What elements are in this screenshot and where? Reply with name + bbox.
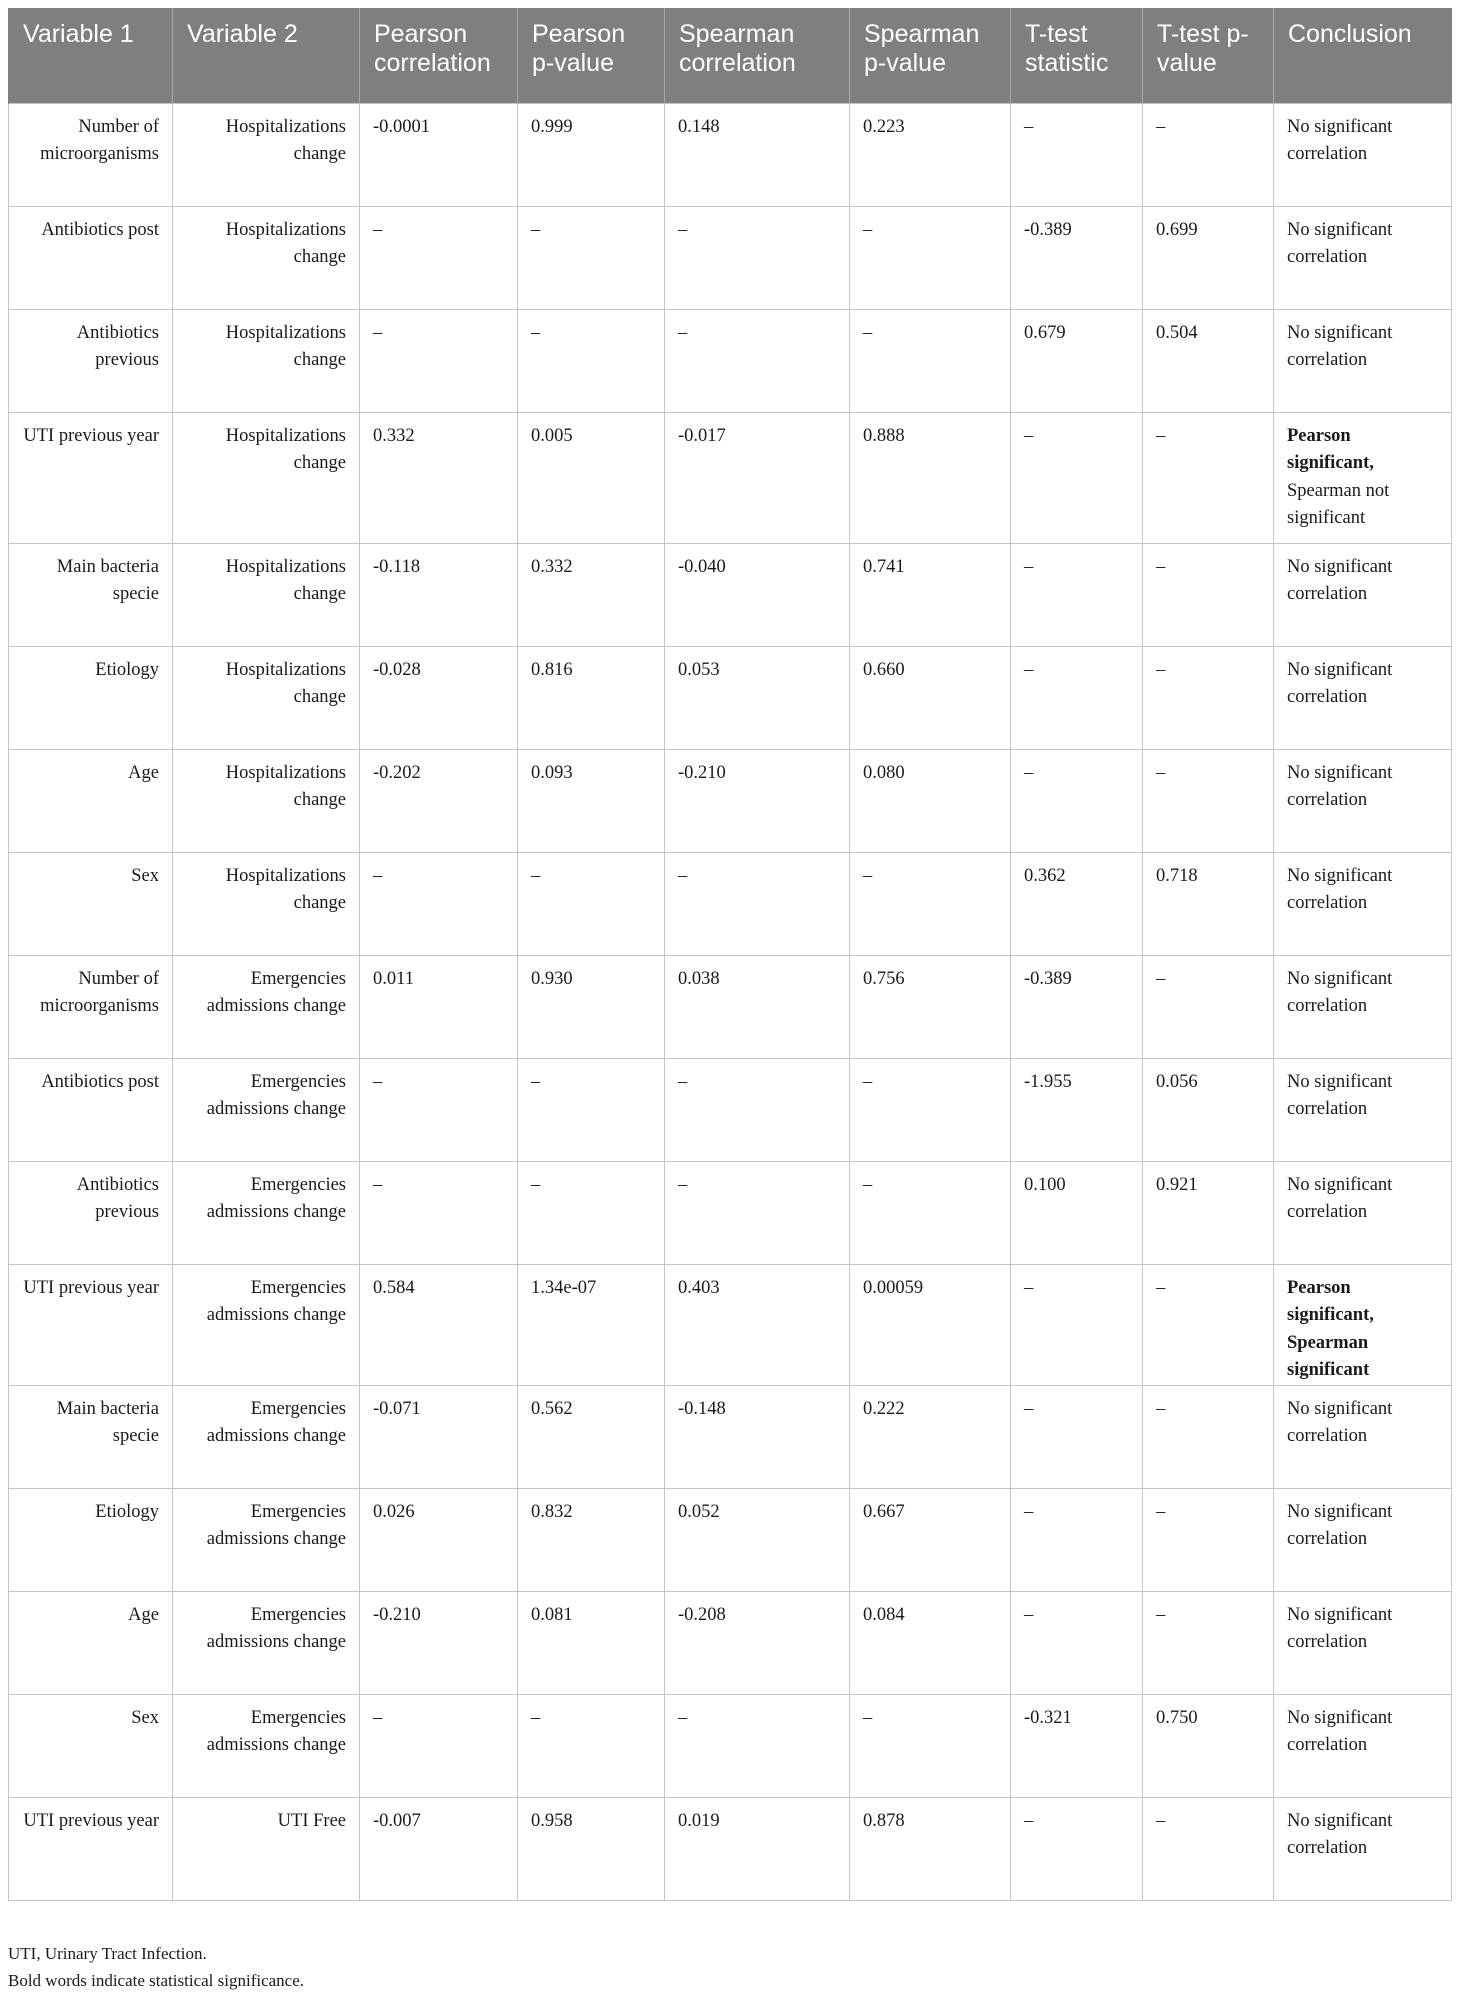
cell-variable-2: Hospitalizations change [173, 646, 360, 749]
cell-t-test-p-value: 0.921 [1143, 1161, 1274, 1264]
cell-spearman-correlation: -0.040 [665, 543, 850, 646]
cell-spearman-correlation: -0.210 [665, 749, 850, 852]
cell-spearman-correlation: 0.148 [665, 103, 850, 206]
cell-conclusion [1274, 1058, 1452, 1161]
cell-t-test-statistic: – [1011, 412, 1143, 543]
cell-t-test-p-value: – [1143, 1797, 1274, 1900]
conclusion-significant-text: Pearson significant, Spearman significant [1287, 1277, 1374, 1380]
conclusion-text: No significant correlation [1287, 556, 1393, 604]
cell-t-test-p-value: – [1143, 543, 1274, 646]
table-row [9, 309, 1452, 412]
cell-pearson-p-value: 0.816 [518, 646, 665, 749]
cell-spearman-correlation: – [665, 206, 850, 309]
table-row [9, 955, 1452, 1058]
conclusion-text: No significant correlation [1287, 1707, 1393, 1755]
conclusion-text: No significant correlation [1287, 1604, 1393, 1652]
cell-variable-2: Hospitalizations change [173, 309, 360, 412]
cell-t-test-statistic: -0.389 [1011, 206, 1143, 309]
cell-pearson-p-value: – [518, 1161, 665, 1264]
cell-spearman-p-value: – [850, 1694, 1011, 1797]
cell-pearson-correlation: -0.118 [360, 543, 518, 646]
table-row [9, 1264, 1452, 1385]
cell-t-test-p-value: 0.504 [1143, 309, 1274, 412]
cell-pearson-p-value: 1.34e-07 [518, 1264, 665, 1385]
cell-t-test-statistic: – [1011, 1385, 1143, 1488]
table-footnotes [8, 1940, 304, 1994]
table-row [9, 1591, 1452, 1694]
cell-spearman-p-value: – [850, 1161, 1011, 1264]
cell-variable-2: Emergencies admissions change [173, 1591, 360, 1694]
conclusion-text: No significant correlation [1287, 1501, 1393, 1549]
cell-t-test-statistic: 0.100 [1011, 1161, 1143, 1264]
cell-variable-2: Emergencies admissions change [173, 1488, 360, 1591]
cell-variable-2: Hospitalizations change [173, 103, 360, 206]
conclusion-text: No significant correlation [1287, 1398, 1393, 1446]
cell-t-test-statistic: -0.321 [1011, 1694, 1143, 1797]
cell-t-test-p-value: – [1143, 1264, 1274, 1385]
cell-pearson-correlation: – [360, 309, 518, 412]
cell-conclusion [1274, 1264, 1452, 1385]
cell-pearson-correlation: – [360, 852, 518, 955]
conclusion-text: No significant correlation [1287, 762, 1393, 810]
cell-spearman-p-value: – [850, 206, 1011, 309]
header-conclusion: Conclusion [1274, 8, 1452, 103]
footnote-abbreviation: UTI, Urinary Tract Infection. [8, 1944, 207, 1963]
cell-variable-2: Hospitalizations change [173, 749, 360, 852]
cell-spearman-p-value: 0.222 [850, 1385, 1011, 1488]
cell-spearman-correlation: – [665, 1161, 850, 1264]
cell-variable-2: Emergencies admissions change [173, 1058, 360, 1161]
cell-pearson-correlation: – [360, 1058, 518, 1161]
cell-spearman-p-value: 0.888 [850, 412, 1011, 543]
cell-pearson-p-value: 0.999 [518, 103, 665, 206]
cell-t-test-p-value: 0.699 [1143, 206, 1274, 309]
cell-pearson-correlation: – [360, 1694, 518, 1797]
cell-variable-2: Hospitalizations change [173, 412, 360, 543]
cell-variable-1: Antibiotics post [9, 1058, 173, 1161]
cell-variable-1: Antibiotics previous [9, 1161, 173, 1264]
cell-spearman-p-value: – [850, 1058, 1011, 1161]
table-row [9, 103, 1452, 206]
cell-t-test-statistic: -1.955 [1011, 1058, 1143, 1161]
cell-spearman-correlation: 0.053 [665, 646, 850, 749]
cell-pearson-p-value: – [518, 852, 665, 955]
table-row [9, 1058, 1452, 1161]
cell-pearson-correlation: -0.202 [360, 749, 518, 852]
cell-conclusion [1274, 543, 1452, 646]
cell-t-test-statistic: – [1011, 1264, 1143, 1385]
cell-t-test-statistic: – [1011, 1591, 1143, 1694]
table-row [9, 543, 1452, 646]
cell-spearman-p-value: 0.756 [850, 955, 1011, 1058]
cell-variable-1: Sex [9, 852, 173, 955]
cell-variable-1: Number of microorganisms [9, 955, 173, 1058]
cell-spearman-p-value: 0.741 [850, 543, 1011, 646]
cell-t-test-statistic: – [1011, 103, 1143, 206]
cell-variable-1: Sex [9, 1694, 173, 1797]
table-row [9, 412, 1452, 543]
cell-spearman-p-value: 0.080 [850, 749, 1011, 852]
cell-pearson-correlation: -0.071 [360, 1385, 518, 1488]
header-spearman-correlation: Spearman correlation [665, 8, 850, 103]
cell-spearman-p-value: 0.660 [850, 646, 1011, 749]
cell-variable-1: UTI previous year [9, 412, 173, 543]
cell-spearman-correlation: 0.052 [665, 1488, 850, 1591]
table-row [9, 1161, 1452, 1264]
cell-t-test-statistic: – [1011, 543, 1143, 646]
cell-spearman-p-value: 0.084 [850, 1591, 1011, 1694]
header-variable-2: Variable 2 [173, 8, 360, 103]
cell-pearson-p-value: – [518, 1694, 665, 1797]
table-row [9, 1694, 1452, 1797]
cell-spearman-correlation: -0.208 [665, 1591, 850, 1694]
cell-pearson-p-value: 0.832 [518, 1488, 665, 1591]
cell-t-test-p-value: 0.056 [1143, 1058, 1274, 1161]
cell-conclusion [1274, 749, 1452, 852]
conclusion-text: No significant correlation [1287, 1071, 1393, 1119]
conclusion-text: No significant correlation [1287, 1174, 1393, 1222]
cell-variable-1: Number of microorganisms [9, 103, 173, 206]
cell-variable-2: Emergencies admissions change [173, 955, 360, 1058]
cell-t-test-statistic: -0.389 [1011, 955, 1143, 1058]
table-row [9, 1488, 1452, 1591]
cell-pearson-correlation: 0.011 [360, 955, 518, 1058]
conclusion-text: No significant correlation [1287, 1810, 1393, 1858]
cell-t-test-p-value: 0.750 [1143, 1694, 1274, 1797]
cell-variable-1: UTI previous year [9, 1797, 173, 1900]
cell-spearman-correlation: 0.038 [665, 955, 850, 1058]
cell-t-test-p-value: – [1143, 1385, 1274, 1488]
cell-t-test-statistic: 0.362 [1011, 852, 1143, 955]
cell-pearson-p-value: 0.930 [518, 955, 665, 1058]
cell-pearson-correlation: -0.0001 [360, 103, 518, 206]
cell-conclusion [1274, 1488, 1452, 1591]
header-pearson-p-value: Pearson p-value [518, 8, 665, 103]
statistics-table [8, 8, 1452, 1901]
cell-pearson-correlation: 0.584 [360, 1264, 518, 1385]
cell-spearman-correlation: 0.019 [665, 1797, 850, 1900]
cell-conclusion [1274, 1591, 1452, 1694]
cell-spearman-correlation: – [665, 1694, 850, 1797]
cell-pearson-p-value: 0.562 [518, 1385, 665, 1488]
cell-t-test-p-value: – [1143, 955, 1274, 1058]
conclusion-text: No significant correlation [1287, 865, 1393, 913]
cell-spearman-correlation: – [665, 852, 850, 955]
cell-variable-2: Emergencies admissions change [173, 1161, 360, 1264]
cell-variable-1: Etiology [9, 646, 173, 749]
header-spearman-p-value: Spearman p-value [850, 8, 1011, 103]
cell-t-test-statistic: – [1011, 1797, 1143, 1900]
header-t-test-statistic: T-test statistic [1011, 8, 1143, 103]
cell-conclusion [1274, 103, 1452, 206]
cell-t-test-p-value: – [1143, 103, 1274, 206]
cell-variable-1: Antibiotics previous [9, 309, 173, 412]
cell-pearson-correlation: -0.028 [360, 646, 518, 749]
cell-spearman-p-value: – [850, 852, 1011, 955]
cell-pearson-p-value: – [518, 309, 665, 412]
cell-t-test-statistic: – [1011, 646, 1143, 749]
cell-variable-1: UTI previous year [9, 1264, 173, 1385]
cell-variable-1: Age [9, 749, 173, 852]
cell-variable-1: Main bacteria specie [9, 543, 173, 646]
cell-t-test-p-value: – [1143, 749, 1274, 852]
cell-conclusion [1274, 1161, 1452, 1264]
footnote-bold-note: Bold words indicate statistical significance. [8, 1971, 305, 1990]
table-row [9, 1797, 1452, 1900]
cell-variable-2: Emergencies admissions change [173, 1694, 360, 1797]
cell-pearson-p-value: – [518, 206, 665, 309]
cell-conclusion [1274, 646, 1452, 749]
conclusion-text: No significant correlation [1287, 968, 1393, 1016]
cell-t-test-p-value: 0.718 [1143, 852, 1274, 955]
cell-spearman-correlation: -0.148 [665, 1385, 850, 1488]
cell-spearman-p-value: – [850, 309, 1011, 412]
cell-conclusion [1274, 1797, 1452, 1900]
cell-variable-2: Hospitalizations change [173, 543, 360, 646]
cell-spearman-p-value: 0.878 [850, 1797, 1011, 1900]
header-variable-1: Variable 1 [9, 8, 173, 103]
cell-t-test-p-value: – [1143, 412, 1274, 543]
cell-t-test-statistic: – [1011, 1488, 1143, 1591]
table-row [9, 1385, 1452, 1488]
cell-t-test-p-value: – [1143, 1591, 1274, 1694]
cell-pearson-p-value: 0.005 [518, 412, 665, 543]
table-row [9, 646, 1452, 749]
cell-conclusion [1274, 309, 1452, 412]
conclusion-text: No significant correlation [1287, 116, 1393, 164]
cell-spearman-correlation: – [665, 1058, 850, 1161]
header-row [9, 8, 1452, 103]
cell-t-test-statistic: – [1011, 749, 1143, 852]
cell-variable-2: Hospitalizations change [173, 206, 360, 309]
conclusion-text: No significant correlation [1287, 659, 1393, 707]
header-pearson-correlation: Pearson correlation [360, 8, 518, 103]
cell-variable-1: Etiology [9, 1488, 173, 1591]
cell-spearman-p-value: 0.00059 [850, 1264, 1011, 1385]
cell-pearson-p-value: 0.081 [518, 1591, 665, 1694]
cell-variable-1: Antibiotics post [9, 206, 173, 309]
cell-variable-1: Main bacteria specie [9, 1385, 173, 1488]
cell-pearson-p-value: 0.958 [518, 1797, 665, 1900]
cell-pearson-p-value: 0.332 [518, 543, 665, 646]
cell-variable-2: Emergencies admissions change [173, 1385, 360, 1488]
cell-conclusion [1274, 1694, 1452, 1797]
cell-spearman-correlation: 0.403 [665, 1264, 850, 1385]
cell-conclusion [1274, 206, 1452, 309]
cell-pearson-correlation: -0.210 [360, 1591, 518, 1694]
header-t-test-p-value: T-test p-value [1143, 8, 1274, 103]
cell-pearson-correlation: – [360, 1161, 518, 1264]
table-row [9, 749, 1452, 852]
cell-variable-2: UTI Free [173, 1797, 360, 1900]
cell-pearson-correlation: 0.332 [360, 412, 518, 543]
cell-pearson-correlation: -0.007 [360, 1797, 518, 1900]
cell-conclusion [1274, 412, 1452, 543]
cell-variable-1: Age [9, 1591, 173, 1694]
cell-conclusion [1274, 1385, 1452, 1488]
cell-t-test-statistic: 0.679 [1011, 309, 1143, 412]
table-row [9, 206, 1452, 309]
cell-conclusion [1274, 852, 1452, 955]
cell-spearman-p-value: 0.667 [850, 1488, 1011, 1591]
conclusion-text: No significant correlation [1287, 219, 1393, 267]
conclusion-significant-text: Pearson significant, [1287, 425, 1374, 473]
conclusion-text: No significant correlation [1287, 322, 1393, 370]
cell-variable-2: Emergencies admissions change [173, 1264, 360, 1385]
cell-pearson-correlation: – [360, 206, 518, 309]
cell-spearman-p-value: 0.223 [850, 103, 1011, 206]
cell-spearman-correlation: -0.017 [665, 412, 850, 543]
cell-t-test-p-value: – [1143, 1488, 1274, 1591]
cell-t-test-p-value: – [1143, 646, 1274, 749]
cell-variable-2: Hospitalizations change [173, 852, 360, 955]
table-body [9, 103, 1452, 1900]
cell-pearson-correlation: 0.026 [360, 1488, 518, 1591]
cell-conclusion [1274, 955, 1452, 1058]
table-row [9, 852, 1452, 955]
cell-pearson-p-value: – [518, 1058, 665, 1161]
cell-spearman-correlation: – [665, 309, 850, 412]
cell-pearson-p-value: 0.093 [518, 749, 665, 852]
conclusion-text: Spearman not significant [1287, 480, 1390, 528]
